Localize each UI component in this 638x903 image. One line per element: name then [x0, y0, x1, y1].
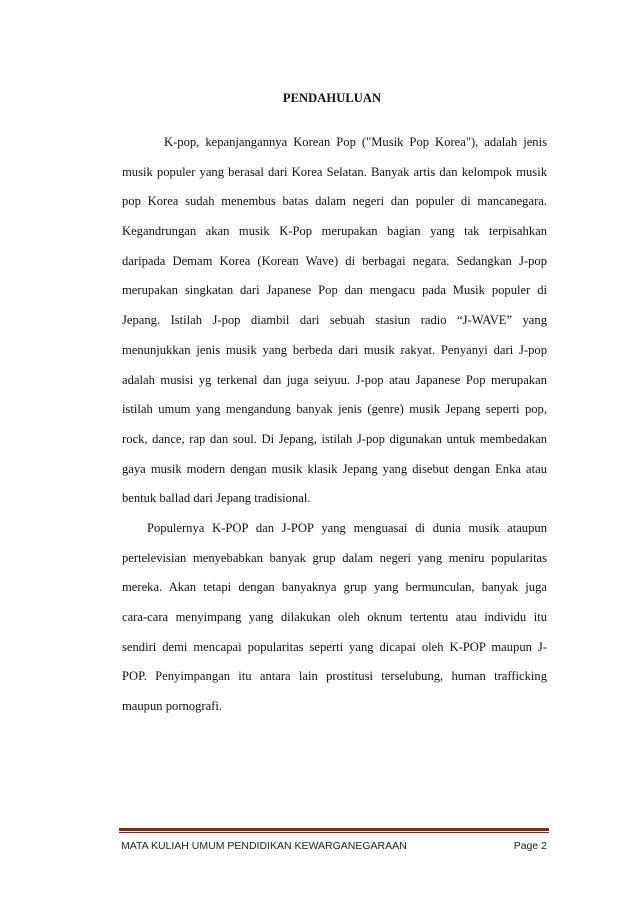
paragraph-line: adalah musisi yg terkenal dan juga seiyuu. J-pop atau Japanese Pop merupakan — [122, 372, 547, 387]
body-text — [122, 128, 547, 722]
page-number: Page 2 — [513, 840, 547, 852]
footer-divider-thin — [119, 832, 549, 833]
paragraph-line: bentuk ballad dari Jepang tradisional. — [122, 491, 311, 506]
paragraph-line: sendiri demi mencapai popularitas seperti yang dicapai oleh K-POP maupun J- — [122, 639, 547, 654]
paragraph-line: mereka. Akan tetapi dengan banyaknya grup yang bermunculan, banyak juga — [122, 580, 547, 595]
paragraph-line: musik populer yang berasal dari Korea Selatan. Banyak artis dan kelompok musik — [122, 164, 547, 179]
paragraph-line: gaya musik modern dengan musik klasik Jepang yang disebut dengan Enka atau — [122, 461, 547, 476]
paragraph-line: cara-cara menyimpang yang dilakukan oleh oknum tertentu atau individu itu — [122, 610, 547, 624]
paragraph-line: Jepang. Istilah J-pop diambil dari sebuah stasiun radio “J-WAVE” yang — [122, 313, 547, 328]
footer-divider — [119, 828, 549, 831]
paragraph-line: istilah umum yang mengandung banyak jenis (genre) musik Jepang seperti pop, — [122, 402, 547, 417]
paragraph-line: maupun pornografi. — [122, 699, 223, 714]
paragraph-2 — [122, 514, 547, 722]
paragraph-line: K-pop, kepanjangannya Korean Pop ("Musik Pop Korea"), adalah jenis — [164, 135, 547, 149]
paragraph-line: rock, dance, rap dan soul. Di Jepang, istilah J-pop digunakan untuk membedakan — [122, 431, 547, 446]
paragraph-line: merupakan singkatan dari Japanese Pop dan mengacu pada Musik populer di — [122, 283, 547, 298]
page-title: PENDAHULUAN — [282, 91, 382, 105]
paragraph-line: POP. Penyimpangan itu antara lain prostitusi terselubung, human trafficking — [122, 669, 547, 684]
paragraph-line: pop Korea sudah menembus batas dalam negeri dan populer di mancanegara. — [122, 194, 547, 209]
paragraph-1 — [122, 128, 547, 514]
paragraph-line: Populernya K-POP dan J-POP yang menguasai di dunia musik ataupun — [147, 520, 547, 535]
paragraph-line: pertelevisian menyebabkan banyak grup dalam negeri yang meniru popularitas — [122, 550, 547, 565]
paragraph-line: daripada Demam Korea (Korean Wave) di berbagai negara. Sedangkan J-pop — [122, 253, 547, 268]
paragraph-line: menunjukkan jenis musik yang berbeda dari musik rakyat. Penyanyi dari J-pop — [122, 342, 547, 357]
footer-course-title: MATA KULIAH UMUM PENDIDIKAN KEWARGANEGARAAN — [121, 840, 407, 852]
paragraph-line: Kegandrungan akan musik K-Pop merupakan bagian yang tak terpisahkan — [122, 224, 547, 239]
